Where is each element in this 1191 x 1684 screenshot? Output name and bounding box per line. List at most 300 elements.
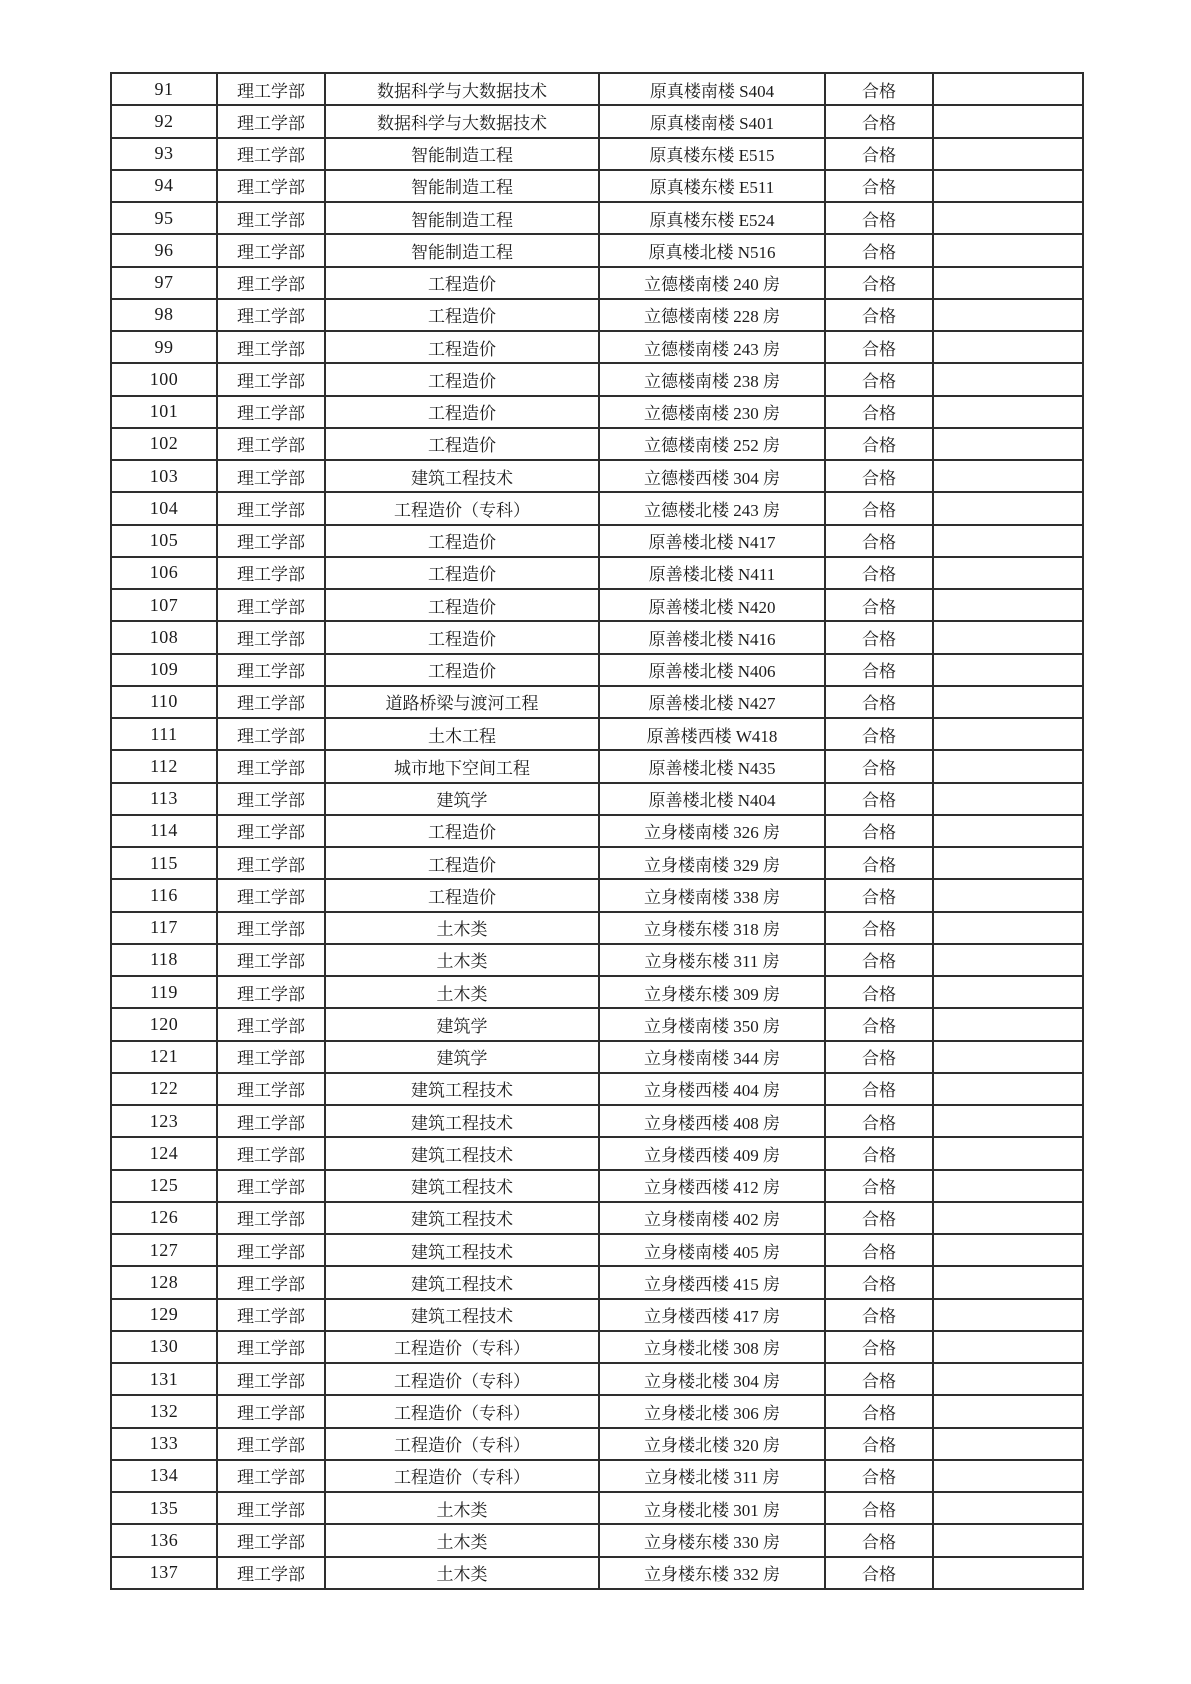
table-row	[111, 234, 1083, 266]
division-cell: 理工学部	[217, 1395, 325, 1427]
table-row	[111, 267, 1083, 299]
result-cell: 合格	[825, 363, 933, 395]
row-number-cell: 119	[111, 976, 217, 1008]
major-cell: 工程造价	[325, 557, 599, 589]
row-number-cell: 91	[111, 73, 217, 105]
location-cell: 原善楼北楼 N435	[599, 750, 825, 782]
location-cell: 原善楼北楼 N404	[599, 783, 825, 815]
major-cell: 土木类	[325, 1492, 599, 1524]
location-cell: 立身楼南楼 405 房	[599, 1234, 825, 1266]
note-cell	[933, 1234, 1083, 1266]
result-cell: 合格	[825, 267, 933, 299]
location-cell: 原真楼南楼 S401	[599, 105, 825, 137]
division-cell: 理工学部	[217, 1041, 325, 1073]
major-cell: 建筑学	[325, 1041, 599, 1073]
division-cell: 理工学部	[217, 138, 325, 170]
table-row	[111, 1041, 1083, 1073]
note-cell	[933, 202, 1083, 234]
row-number-cell: 108	[111, 621, 217, 653]
note-cell	[933, 267, 1083, 299]
note-cell	[933, 331, 1083, 363]
note-cell	[933, 1524, 1083, 1556]
division-cell: 理工学部	[217, 621, 325, 653]
division-cell: 理工学部	[217, 1428, 325, 1460]
major-cell: 智能制造工程	[325, 202, 599, 234]
division-cell: 理工学部	[217, 557, 325, 589]
result-cell: 合格	[825, 621, 933, 653]
note-cell	[933, 1395, 1083, 1427]
result-cell: 合格	[825, 815, 933, 847]
division-cell: 理工学部	[217, 1557, 325, 1589]
note-cell	[933, 879, 1083, 911]
division-cell: 理工学部	[217, 718, 325, 750]
result-cell: 合格	[825, 654, 933, 686]
row-number-cell: 103	[111, 460, 217, 492]
division-cell: 理工学部	[217, 1524, 325, 1556]
table-row	[111, 331, 1083, 363]
result-cell: 合格	[825, 589, 933, 621]
result-cell: 合格	[825, 1041, 933, 1073]
major-cell: 工程造价	[325, 589, 599, 621]
major-cell: 工程造价	[325, 621, 599, 653]
location-cell: 立身楼南楼 326 房	[599, 815, 825, 847]
division-cell: 理工学部	[217, 944, 325, 976]
row-number-cell: 95	[111, 202, 217, 234]
table-row	[111, 1234, 1083, 1266]
major-cell: 建筑学	[325, 783, 599, 815]
table-row	[111, 847, 1083, 879]
note-cell	[933, 1073, 1083, 1105]
division-cell: 理工学部	[217, 654, 325, 686]
row-number-cell: 134	[111, 1460, 217, 1492]
table-row	[111, 879, 1083, 911]
division-cell: 理工学部	[217, 815, 325, 847]
table-row	[111, 299, 1083, 331]
division-cell: 理工学部	[217, 1008, 325, 1040]
table-row	[111, 654, 1083, 686]
division-cell: 理工学部	[217, 1363, 325, 1395]
row-number-cell: 109	[111, 654, 217, 686]
note-cell	[933, 1266, 1083, 1298]
major-cell: 工程造价	[325, 879, 599, 911]
note-cell	[933, 912, 1083, 944]
division-cell: 理工学部	[217, 686, 325, 718]
major-cell: 数据科学与大数据技术	[325, 73, 599, 105]
exam-room-qualification-table	[110, 72, 1084, 1590]
division-cell: 理工学部	[217, 299, 325, 331]
location-cell: 立德楼南楼 230 房	[599, 396, 825, 428]
row-number-cell: 93	[111, 138, 217, 170]
table-row	[111, 73, 1083, 105]
location-cell: 立德楼北楼 243 房	[599, 492, 825, 524]
row-number-cell: 92	[111, 105, 217, 137]
row-number-cell: 112	[111, 750, 217, 782]
note-cell	[933, 1331, 1083, 1363]
result-cell: 合格	[825, 396, 933, 428]
division-cell: 理工学部	[217, 331, 325, 363]
major-cell: 智能制造工程	[325, 138, 599, 170]
note-cell	[933, 621, 1083, 653]
major-cell: 土木类	[325, 976, 599, 1008]
note-cell	[933, 1299, 1083, 1331]
table-row	[111, 1073, 1083, 1105]
location-cell: 原善楼北楼 N416	[599, 621, 825, 653]
division-cell: 理工学部	[217, 202, 325, 234]
table-row	[111, 1105, 1083, 1137]
note-cell	[933, 847, 1083, 879]
row-number-cell: 132	[111, 1395, 217, 1427]
note-cell	[933, 944, 1083, 976]
result-cell: 合格	[825, 202, 933, 234]
location-cell: 立身楼西楼 415 房	[599, 1266, 825, 1298]
location-cell: 立身楼西楼 408 房	[599, 1105, 825, 1137]
result-cell: 合格	[825, 912, 933, 944]
result-cell: 合格	[825, 460, 933, 492]
location-cell: 立德楼南楼 228 房	[599, 299, 825, 331]
table-row	[111, 944, 1083, 976]
result-cell: 合格	[825, 1170, 933, 1202]
division-cell: 理工学部	[217, 105, 325, 137]
result-cell: 合格	[825, 1008, 933, 1040]
table-row	[111, 621, 1083, 653]
table-row	[111, 363, 1083, 395]
result-cell: 合格	[825, 944, 933, 976]
row-number-cell: 120	[111, 1008, 217, 1040]
location-cell: 立德楼南楼 252 房	[599, 428, 825, 460]
major-cell: 建筑工程技术	[325, 1105, 599, 1137]
note-cell	[933, 815, 1083, 847]
result-cell: 合格	[825, 1428, 933, 1460]
division-cell: 理工学部	[217, 396, 325, 428]
note-cell	[933, 1170, 1083, 1202]
location-cell: 立身楼东楼 332 房	[599, 1557, 825, 1589]
row-number-cell: 105	[111, 525, 217, 557]
result-cell: 合格	[825, 783, 933, 815]
note-cell	[933, 686, 1083, 718]
row-number-cell: 137	[111, 1557, 217, 1589]
note-cell	[933, 1492, 1083, 1524]
division-cell: 理工学部	[217, 589, 325, 621]
note-cell	[933, 105, 1083, 137]
note-cell	[933, 299, 1083, 331]
major-cell: 土木类	[325, 1557, 599, 1589]
note-cell	[933, 460, 1083, 492]
row-number-cell: 104	[111, 492, 217, 524]
row-number-cell: 136	[111, 1524, 217, 1556]
table-row	[111, 1557, 1083, 1589]
major-cell: 土木类	[325, 912, 599, 944]
table-row	[111, 1395, 1083, 1427]
major-cell: 数据科学与大数据技术	[325, 105, 599, 137]
result-cell: 合格	[825, 1137, 933, 1169]
table-row	[111, 1363, 1083, 1395]
result-cell: 合格	[825, 299, 933, 331]
table-row	[111, 1428, 1083, 1460]
location-cell: 立身楼南楼 338 房	[599, 879, 825, 911]
location-cell: 原善楼北楼 N417	[599, 525, 825, 557]
major-cell: 工程造价（专科）	[325, 1363, 599, 1395]
location-cell: 原真楼东楼 E524	[599, 202, 825, 234]
table-row	[111, 976, 1083, 1008]
note-cell	[933, 428, 1083, 460]
result-cell: 合格	[825, 428, 933, 460]
table-row	[111, 750, 1083, 782]
result-cell: 合格	[825, 847, 933, 879]
table-row	[111, 1008, 1083, 1040]
division-cell: 理工学部	[217, 1460, 325, 1492]
result-cell: 合格	[825, 1363, 933, 1395]
result-cell: 合格	[825, 1073, 933, 1105]
row-number-cell: 135	[111, 1492, 217, 1524]
table-row	[111, 428, 1083, 460]
row-number-cell: 117	[111, 912, 217, 944]
note-cell	[933, 492, 1083, 524]
major-cell: 建筑工程技术	[325, 1073, 599, 1105]
row-number-cell: 101	[111, 396, 217, 428]
row-number-cell: 131	[111, 1363, 217, 1395]
major-cell: 工程造价	[325, 654, 599, 686]
location-cell: 立身楼北楼 320 房	[599, 1428, 825, 1460]
table-row	[111, 492, 1083, 524]
row-number-cell: 114	[111, 815, 217, 847]
table-row	[111, 1460, 1083, 1492]
division-cell: 理工学部	[217, 783, 325, 815]
row-number-cell: 125	[111, 1170, 217, 1202]
note-cell	[933, 170, 1083, 202]
table-row	[111, 783, 1083, 815]
major-cell: 建筑学	[325, 1008, 599, 1040]
table-row	[111, 1331, 1083, 1363]
note-cell	[933, 363, 1083, 395]
note-cell	[933, 557, 1083, 589]
result-cell: 合格	[825, 750, 933, 782]
division-cell: 理工学部	[217, 428, 325, 460]
major-cell: 城市地下空间工程	[325, 750, 599, 782]
note-cell	[933, 234, 1083, 266]
note-cell	[933, 525, 1083, 557]
row-number-cell: 106	[111, 557, 217, 589]
result-cell: 合格	[825, 1492, 933, 1524]
major-cell: 工程造价	[325, 331, 599, 363]
table-row	[111, 525, 1083, 557]
table-row	[111, 815, 1083, 847]
location-cell: 原真楼东楼 E511	[599, 170, 825, 202]
note-cell	[933, 1557, 1083, 1589]
major-cell: 智能制造工程	[325, 170, 599, 202]
major-cell: 建筑工程技术	[325, 1266, 599, 1298]
division-cell: 理工学部	[217, 1266, 325, 1298]
row-number-cell: 110	[111, 686, 217, 718]
location-cell: 立德楼南楼 240 房	[599, 267, 825, 299]
row-number-cell: 100	[111, 363, 217, 395]
division-cell: 理工学部	[217, 1105, 325, 1137]
note-cell	[933, 138, 1083, 170]
major-cell: 工程造价	[325, 525, 599, 557]
division-cell: 理工学部	[217, 1299, 325, 1331]
location-cell: 立身楼西楼 417 房	[599, 1299, 825, 1331]
major-cell: 工程造价	[325, 363, 599, 395]
table-row	[111, 1524, 1083, 1556]
result-cell: 合格	[825, 686, 933, 718]
major-cell: 工程造价（专科）	[325, 1428, 599, 1460]
division-cell: 理工学部	[217, 1234, 325, 1266]
division-cell: 理工学部	[217, 750, 325, 782]
location-cell: 原真楼东楼 E515	[599, 138, 825, 170]
location-cell: 立身楼东楼 318 房	[599, 912, 825, 944]
row-number-cell: 121	[111, 1041, 217, 1073]
result-cell: 合格	[825, 718, 933, 750]
note-cell	[933, 750, 1083, 782]
note-cell	[933, 976, 1083, 1008]
result-cell: 合格	[825, 557, 933, 589]
note-cell	[933, 1137, 1083, 1169]
location-cell: 立身楼西楼 404 房	[599, 1073, 825, 1105]
division-cell: 理工学部	[217, 976, 325, 1008]
location-cell: 原善楼北楼 N406	[599, 654, 825, 686]
row-number-cell: 126	[111, 1202, 217, 1234]
major-cell: 工程造价	[325, 299, 599, 331]
table-row	[111, 1266, 1083, 1298]
note-cell	[933, 73, 1083, 105]
division-cell: 理工学部	[217, 525, 325, 557]
location-cell: 立身楼北楼 308 房	[599, 1331, 825, 1363]
table-row	[111, 589, 1083, 621]
major-cell: 工程造价	[325, 396, 599, 428]
location-cell: 原真楼南楼 S404	[599, 73, 825, 105]
major-cell: 建筑工程技术	[325, 460, 599, 492]
note-cell	[933, 654, 1083, 686]
table-row	[111, 1202, 1083, 1234]
location-cell: 立身楼北楼 306 房	[599, 1395, 825, 1427]
location-cell: 原善楼北楼 N411	[599, 557, 825, 589]
location-cell: 立德楼南楼 243 房	[599, 331, 825, 363]
note-cell	[933, 718, 1083, 750]
row-number-cell: 115	[111, 847, 217, 879]
location-cell: 原善楼北楼 N420	[599, 589, 825, 621]
note-cell	[933, 1105, 1083, 1137]
location-cell: 立身楼北楼 301 房	[599, 1492, 825, 1524]
row-number-cell: 133	[111, 1428, 217, 1460]
major-cell: 工程造价（专科）	[325, 1460, 599, 1492]
division-cell: 理工学部	[217, 234, 325, 266]
note-cell	[933, 1202, 1083, 1234]
result-cell: 合格	[825, 1234, 933, 1266]
location-cell: 立身楼南楼 329 房	[599, 847, 825, 879]
row-number-cell: 130	[111, 1331, 217, 1363]
major-cell: 工程造价（专科）	[325, 1331, 599, 1363]
major-cell: 建筑工程技术	[325, 1299, 599, 1331]
major-cell: 土木类	[325, 1524, 599, 1556]
location-cell: 立身楼东楼 330 房	[599, 1524, 825, 1556]
table-row	[111, 1137, 1083, 1169]
row-number-cell: 98	[111, 299, 217, 331]
table-row	[111, 170, 1083, 202]
division-cell: 理工学部	[217, 460, 325, 492]
row-number-cell: 123	[111, 1105, 217, 1137]
location-cell: 立德楼南楼 238 房	[599, 363, 825, 395]
division-cell: 理工学部	[217, 847, 325, 879]
major-cell: 土木工程	[325, 718, 599, 750]
table-row	[111, 138, 1083, 170]
row-number-cell: 127	[111, 1234, 217, 1266]
result-cell: 合格	[825, 170, 933, 202]
note-cell	[933, 1008, 1083, 1040]
result-cell: 合格	[825, 492, 933, 524]
division-cell: 理工学部	[217, 170, 325, 202]
row-number-cell: 128	[111, 1266, 217, 1298]
result-cell: 合格	[825, 879, 933, 911]
major-cell: 建筑工程技术	[325, 1202, 599, 1234]
row-number-cell: 111	[111, 718, 217, 750]
location-cell: 立身楼东楼 311 房	[599, 944, 825, 976]
row-number-cell: 107	[111, 589, 217, 621]
table-row	[111, 396, 1083, 428]
row-number-cell: 96	[111, 234, 217, 266]
division-cell: 理工学部	[217, 1492, 325, 1524]
result-cell: 合格	[825, 1557, 933, 1589]
row-number-cell: 113	[111, 783, 217, 815]
note-cell	[933, 589, 1083, 621]
row-number-cell: 124	[111, 1137, 217, 1169]
row-number-cell: 122	[111, 1073, 217, 1105]
location-cell: 原善楼北楼 N427	[599, 686, 825, 718]
major-cell: 工程造价（专科）	[325, 492, 599, 524]
result-cell: 合格	[825, 331, 933, 363]
result-cell: 合格	[825, 976, 933, 1008]
major-cell: 土木类	[325, 944, 599, 976]
row-number-cell: 94	[111, 170, 217, 202]
location-cell: 原真楼北楼 N516	[599, 234, 825, 266]
result-cell: 合格	[825, 1266, 933, 1298]
result-cell: 合格	[825, 234, 933, 266]
location-cell: 立身楼南楼 402 房	[599, 1202, 825, 1234]
result-cell: 合格	[825, 1202, 933, 1234]
result-cell: 合格	[825, 105, 933, 137]
table-row	[111, 1492, 1083, 1524]
note-cell	[933, 1460, 1083, 1492]
location-cell: 立身楼北楼 311 房	[599, 1460, 825, 1492]
note-cell	[933, 396, 1083, 428]
table-row	[111, 202, 1083, 234]
table-row	[111, 686, 1083, 718]
major-cell: 道路桥梁与渡河工程	[325, 686, 599, 718]
location-cell: 立身楼南楼 344 房	[599, 1041, 825, 1073]
location-cell: 立身楼西楼 409 房	[599, 1137, 825, 1169]
row-number-cell: 129	[111, 1299, 217, 1331]
table-row	[111, 557, 1083, 589]
location-cell: 立身楼北楼 304 房	[599, 1363, 825, 1395]
major-cell: 工程造价	[325, 847, 599, 879]
note-cell	[933, 1041, 1083, 1073]
location-cell: 立身楼西楼 412 房	[599, 1170, 825, 1202]
major-cell: 工程造价	[325, 815, 599, 847]
division-cell: 理工学部	[217, 879, 325, 911]
table-row	[111, 1299, 1083, 1331]
division-cell: 理工学部	[217, 267, 325, 299]
exam-table-body	[111, 73, 1083, 1589]
result-cell: 合格	[825, 1395, 933, 1427]
division-cell: 理工学部	[217, 1331, 325, 1363]
note-cell	[933, 1428, 1083, 1460]
note-cell	[933, 783, 1083, 815]
result-cell: 合格	[825, 1524, 933, 1556]
major-cell: 建筑工程技术	[325, 1170, 599, 1202]
table-row	[111, 1170, 1083, 1202]
row-number-cell: 97	[111, 267, 217, 299]
table-row	[111, 460, 1083, 492]
result-cell: 合格	[825, 1331, 933, 1363]
result-cell: 合格	[825, 1460, 933, 1492]
